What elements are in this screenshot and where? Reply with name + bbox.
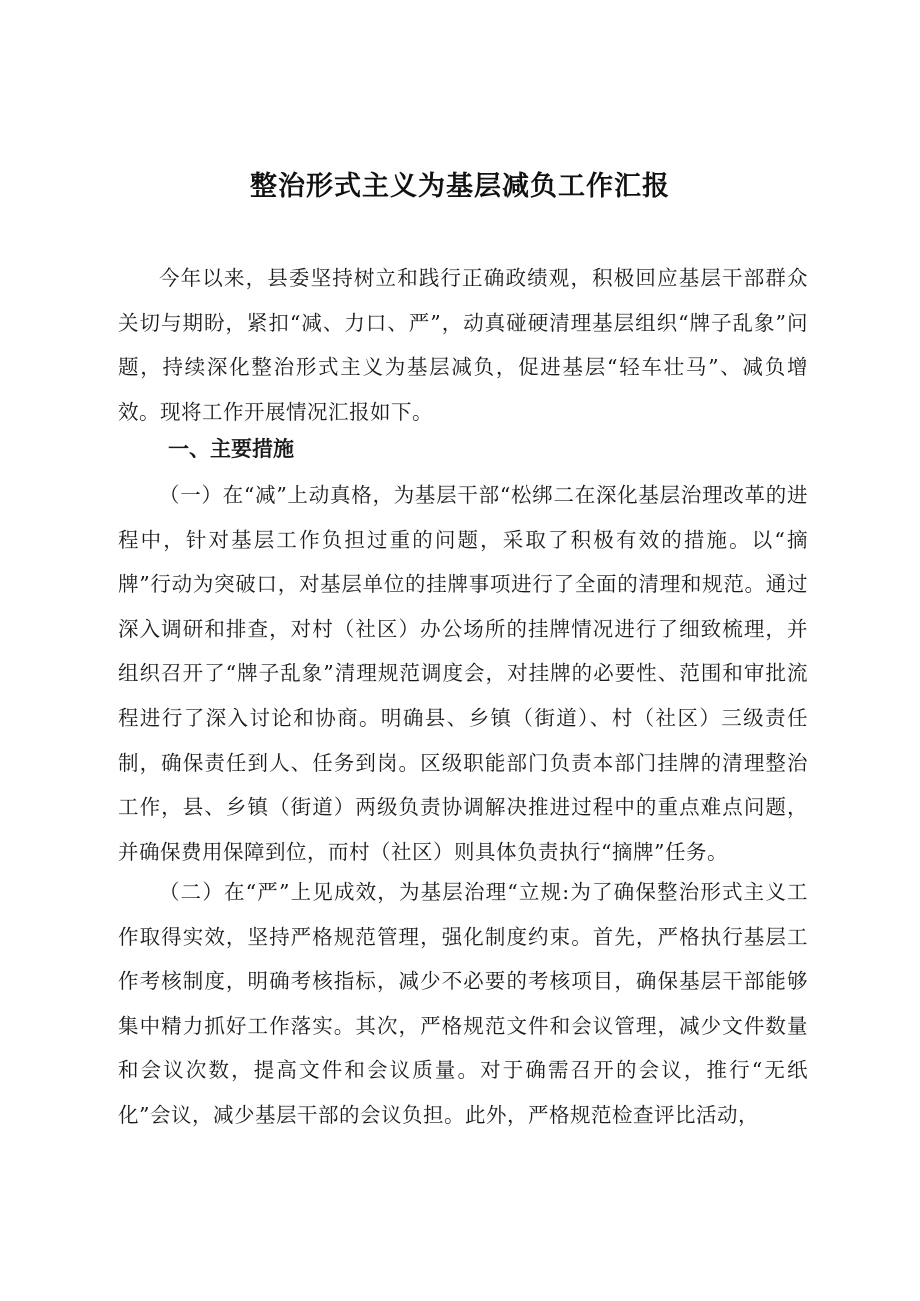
measure-paragraph-reduce: （一）在“减”上动真格，为基层干部“松绑二在深化基层治理改革的进程中，针对基层工作负担过重的问题，采取了积极有效的措施。以“摘牌”行动为突破口，对基层单位的挂牌事项进行了全面的清理和规范。通过深入调研和排查，对村（社区）办公场所的挂牌情况进行了细致梳理，并组织召开了“牌子乱象”清理规范调度会，对挂牌的必要性、范围和审批流程进行了深入讨论和协商。明确县、乡镇（街道）、村（社区）三级责任制，确保责任到人、任务到岗。区级职能部门负责本部门挂牌的清理整治工作，县、乡镇（街道）两级负责协调解决推进过程中的重点难点问题，并确保费用保障到位，而村（社区）则具体负责执行“摘牌”任务。 (118, 483, 808, 864)
intro-paragraph: 今年以来，县委坚持树立和践行正确政绩观，积极回应基层干部群众关切与期盼，紧扣“减、力口、严”，动真碰硬清理基层组织“牌子乱象”问题，持续深化整治形式主义为基层减负，促进基层“轻车壮马”、减负增效。现将工作开展情况汇报如下。 (118, 266, 808, 424)
section-heading-main-measures: 一、主要措施 (168, 437, 294, 461)
measure-paragraph-strict: （二）在“严”上见成效，为基层治理“立规:为了确保整治形式主义工作取得实效，坚持严格规范管理，强化制度约束。首先，严格执行基层工作考核制度，明确考核指标，减少不必要的考核项目，确保基层干部能够集中精力抓好工作落实。其次，严格规范文件和会议管理，减少文件数量和会议次数，提高文件和会议质量。对于确需召开的会议，推行“无纸化”会议，减少基层干部的会议负担。此外，严格规范检查评比活动， (118, 880, 808, 1127)
document-title: 整治形式主义为基层减负工作汇报 (250, 171, 670, 202)
